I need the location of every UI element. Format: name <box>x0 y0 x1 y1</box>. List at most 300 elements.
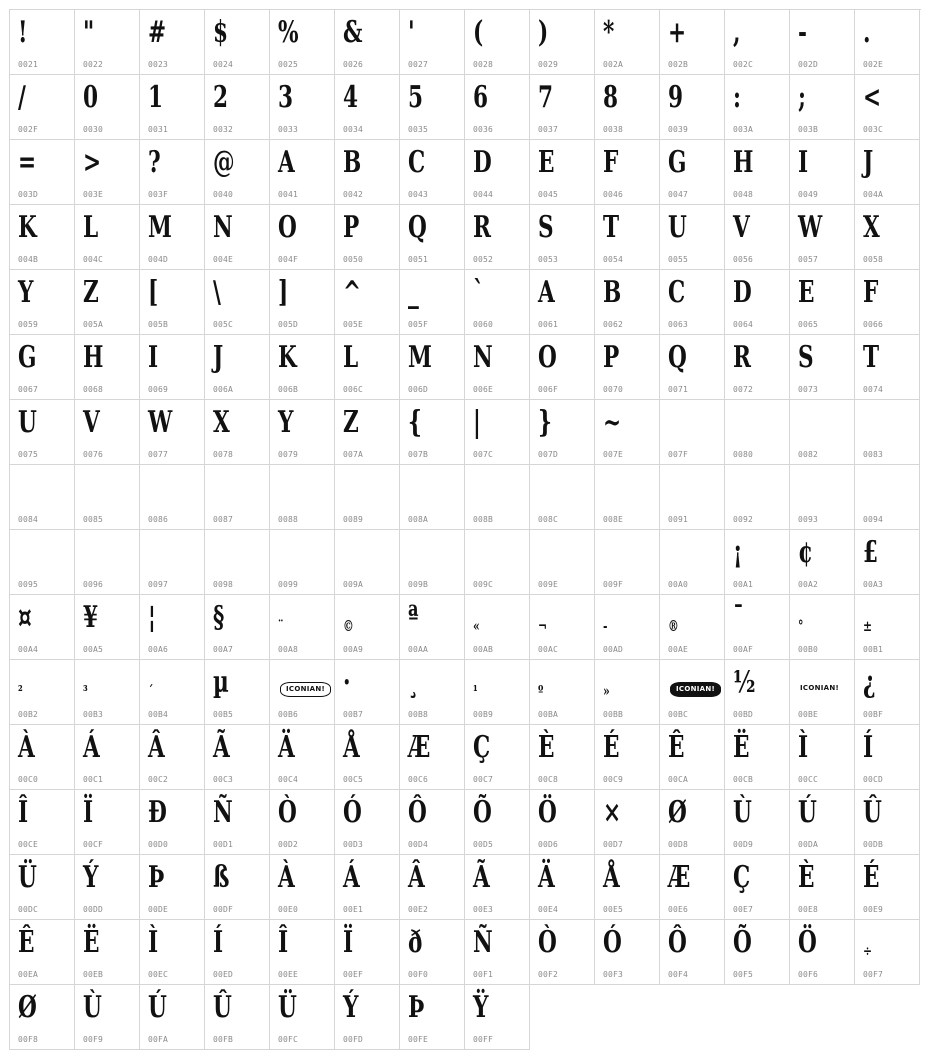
glyph-cell <box>530 725 595 790</box>
glyph-code-label: 0075 <box>18 450 39 459</box>
glyph-cell <box>855 140 920 205</box>
glyph-cell <box>660 530 725 595</box>
glyph-cell <box>10 725 75 790</box>
glyph-cell <box>595 10 660 75</box>
glyph-sample: Ó <box>343 795 362 830</box>
glyph-cell <box>335 205 400 270</box>
glyph-sample: É <box>863 860 880 895</box>
glyph-sample: - <box>603 617 608 635</box>
glyph-sample: ( <box>473 15 484 50</box>
glyph-code-label: 0076 <box>83 450 104 459</box>
glyph-code-label: 0025 <box>278 60 299 69</box>
glyph-code-label: 00AD <box>603 645 624 654</box>
glyph-code-label: 0082 <box>798 450 819 459</box>
glyph-code-label: 00B2 <box>18 710 39 719</box>
glyph-cell <box>400 335 465 400</box>
glyph-sample: Ú <box>148 990 167 1025</box>
glyph-cell <box>660 400 725 465</box>
glyph-cell <box>270 660 335 725</box>
glyph-sample: Î <box>278 925 289 960</box>
glyph-cell <box>855 75 920 140</box>
glyph-code-label: 0059 <box>18 320 39 329</box>
glyph-cell <box>75 465 140 530</box>
glyph-cell <box>205 10 270 75</box>
glyph-cell <box>75 790 140 855</box>
glyph-code-label: 0061 <box>538 320 559 329</box>
glyph-code-label: 002D <box>798 60 819 69</box>
glyph-sample: ² <box>18 682 23 700</box>
glyph-cell <box>595 205 660 270</box>
glyph-cell <box>270 985 335 1050</box>
glyph-code-label: 00BC <box>668 710 689 719</box>
glyph-sample: % <box>278 15 299 50</box>
glyph-code-label: 00FB <box>213 1035 234 1044</box>
glyph-sample: : <box>733 80 741 115</box>
glyph-sample: Ô <box>408 795 427 830</box>
glyph-sample: \ <box>213 275 221 310</box>
glyph-code-label: 007C <box>473 450 494 459</box>
glyph-sample: B <box>603 275 622 310</box>
glyph-cell <box>465 270 530 335</box>
glyph-cell <box>270 465 335 530</box>
glyph-code-label: 005B <box>148 320 169 329</box>
glyph-sample: Y <box>18 275 34 310</box>
glyph-code-label: 00EB <box>83 970 104 979</box>
glyph-sample: K <box>18 210 37 245</box>
glyph-sample: Ü <box>18 860 37 895</box>
glyph-sample: Æ <box>668 860 691 895</box>
glyph-cell <box>10 75 75 140</box>
glyph-cell <box>140 530 205 595</box>
glyph-code-label: 00F9 <box>83 1035 104 1044</box>
glyph-cell <box>270 595 335 660</box>
glyph-sample: § <box>213 600 225 635</box>
glyph-cell <box>10 920 75 985</box>
glyph-sample: E <box>798 275 815 310</box>
glyph-code-label: 0092 <box>733 515 754 524</box>
glyph-sample: P <box>343 210 360 245</box>
glyph-cell <box>205 335 270 400</box>
glyph-cell <box>725 920 790 985</box>
glyph-sample: Q <box>408 210 427 245</box>
glyph-sample: © <box>343 617 354 635</box>
glyph-code-label: 00C4 <box>278 775 299 784</box>
glyph-cell <box>465 595 530 660</box>
glyph-sample: N <box>213 210 233 245</box>
glyph-cell <box>725 530 790 595</box>
glyph-cell <box>335 725 400 790</box>
glyph-code-label: 0093 <box>798 515 819 524</box>
glyph-sample: Ý <box>343 990 359 1025</box>
glyph-cell <box>205 270 270 335</box>
glyph-sample: ÷ <box>863 942 873 960</box>
glyph-sample: È <box>798 860 815 895</box>
glyph-cell <box>790 790 855 855</box>
glyph-cell <box>75 140 140 205</box>
glyph-code-label: 00A1 <box>733 580 754 589</box>
glyph-sample: E <box>538 145 555 180</box>
glyph-cell <box>205 75 270 140</box>
glyph-sample: ¸ <box>408 665 419 700</box>
glyph-cell <box>400 530 465 595</box>
glyph-cell <box>855 855 920 920</box>
glyph-code-label: 0050 <box>343 255 364 264</box>
glyph-sample: X <box>213 405 230 440</box>
glyph-code-label: 0067 <box>18 385 39 394</box>
glyph-sample: Ä <box>278 730 295 765</box>
glyph-code-label: 0031 <box>148 125 169 134</box>
glyph-code-label: 0042 <box>343 190 364 199</box>
glyph-cell <box>660 790 725 855</box>
glyph-sample: R <box>473 210 491 245</box>
glyph-code-label: 0034 <box>343 125 364 134</box>
glyph-sample: º <box>538 682 544 700</box>
glyph-code-label: 00DB <box>863 840 884 849</box>
glyph-sample: ½ <box>733 665 756 700</box>
glyph-sample: ) <box>538 15 549 50</box>
glyph-code-label: 0044 <box>473 190 494 199</box>
glyph-cell <box>725 725 790 790</box>
glyph-sample: ' <box>408 15 415 50</box>
glyph-code-label: 00E0 <box>278 905 299 914</box>
glyph-cell <box>10 400 75 465</box>
glyph-sample: » <box>603 682 610 700</box>
glyph-code-label: 0091 <box>668 515 689 524</box>
glyph-sample: Ó <box>603 925 622 960</box>
glyph-sample: ; <box>798 80 806 115</box>
glyph-code-label: 0038 <box>603 125 624 134</box>
glyph-code-label: 00CC <box>798 775 819 784</box>
glyph-code-label: 00F8 <box>18 1035 39 1044</box>
glyph-cell <box>270 855 335 920</box>
glyph-code-label: 005F <box>408 320 429 329</box>
glyph-cell <box>530 140 595 205</box>
glyph-cell <box>465 985 530 1050</box>
glyph-cell <box>335 335 400 400</box>
glyph-sample: 6 <box>473 80 489 115</box>
glyph-code-label: 007A <box>343 450 364 459</box>
glyph-cell <box>790 920 855 985</box>
glyph-sample: Å <box>343 730 360 765</box>
glyph-cell <box>855 335 920 400</box>
glyph-sample: O <box>538 340 557 375</box>
glyph-sample: Ø <box>668 795 687 830</box>
glyph-code-label: 00F5 <box>733 970 754 979</box>
glyph-sample: È <box>538 730 555 765</box>
glyph-sample: A <box>278 145 295 180</box>
glyph-cell <box>270 75 335 140</box>
glyph-code-label: 0080 <box>733 450 754 459</box>
glyph-cell <box>205 790 270 855</box>
glyph-sample: < <box>863 80 882 115</box>
glyph-sample: Ë <box>83 925 100 960</box>
glyph-code-label: 007D <box>538 450 559 459</box>
glyph-code-label: 0052 <box>473 255 494 264</box>
glyph-code-label: 009B <box>408 580 429 589</box>
glyph-cell <box>400 465 465 530</box>
glyph-code-label: 0057 <box>798 255 819 264</box>
glyph-sample: Î <box>18 795 29 830</box>
glyph-sample: D <box>733 275 752 310</box>
glyph-cell <box>855 530 920 595</box>
glyph-code-label: 00E8 <box>798 905 819 914</box>
glyph-code-label: 00D1 <box>213 840 234 849</box>
glyph-code-label: 00DE <box>148 905 169 914</box>
glyph-code-label: 003B <box>798 125 819 134</box>
glyph-sample: ± <box>863 617 873 635</box>
glyph-code-label: 00D2 <box>278 840 299 849</box>
glyph-sample: À <box>18 730 35 765</box>
glyph-cell <box>75 335 140 400</box>
glyph-code-label: 00B7 <box>343 710 364 719</box>
glyph-cell <box>75 270 140 335</box>
glyph-code-label: 00BB <box>603 710 624 719</box>
glyph-code-label: 00E3 <box>473 905 494 914</box>
glyph-cell <box>660 855 725 920</box>
glyph-cell <box>10 660 75 725</box>
glyph-cell <box>400 205 465 270</box>
glyph-code-label: 00BA <box>538 710 559 719</box>
glyph-sample: Â <box>148 730 165 765</box>
glyph-sample: ¤ <box>18 600 32 635</box>
glyph-cell <box>790 595 855 660</box>
glyph-code-label: 00F6 <box>798 970 819 979</box>
glyph-cell <box>10 595 75 660</box>
glyph-code-label: 00AC <box>538 645 559 654</box>
glyph-cell <box>725 400 790 465</box>
glyph-cell <box>595 465 660 530</box>
glyph-cell <box>465 400 530 465</box>
glyph-sample: Û <box>863 795 882 830</box>
glyph-sample: Å <box>603 860 620 895</box>
glyph-sample: Ö <box>798 925 817 960</box>
glyph-sample: . <box>863 15 871 50</box>
glyph-code-label: 00CA <box>668 775 689 784</box>
glyph-sample: ³ <box>83 682 88 700</box>
glyph-code-label: 00BE <box>798 710 819 719</box>
glyph-code-label: 00ED <box>213 970 234 979</box>
glyph-sample: ¯ <box>733 600 744 635</box>
glyph-sample: Ÿ <box>473 990 489 1025</box>
glyph-cell <box>595 790 660 855</box>
glyph-sample: Ï <box>83 795 94 830</box>
glyph-code-label: 00A9 <box>343 645 364 654</box>
glyph-sample: K <box>278 340 297 375</box>
glyph-code-label: 0026 <box>343 60 364 69</box>
glyph-code-label: 00E2 <box>408 905 429 914</box>
glyph-sample: Ø <box>18 990 37 1025</box>
glyph-cell <box>530 790 595 855</box>
glyph-cell <box>530 10 595 75</box>
glyph-sample: _ <box>408 275 419 310</box>
glyph-cell <box>10 465 75 530</box>
glyph-code-label: 00C8 <box>538 775 559 784</box>
glyph-cell <box>465 790 530 855</box>
glyph-cell <box>140 725 205 790</box>
glyph-sample: ¢ <box>798 535 814 570</box>
glyph-cell <box>270 205 335 270</box>
glyph-code-label: 0023 <box>148 60 169 69</box>
glyph-cell <box>855 790 920 855</box>
glyph-code-label: 00DA <box>798 840 819 849</box>
glyph-code-label: 003D <box>18 190 39 199</box>
glyph-code-label: 005A <box>83 320 104 329</box>
glyph-code-label: 00A5 <box>83 645 104 654</box>
glyph-sample: # <box>148 15 167 50</box>
glyph-cell <box>595 660 660 725</box>
glyph-cell <box>790 660 855 725</box>
glyph-code-label: 0027 <box>408 60 429 69</box>
glyph-cell <box>140 335 205 400</box>
glyph-cell <box>790 725 855 790</box>
glyph-cell <box>140 985 205 1050</box>
glyph-sample: D <box>473 145 492 180</box>
glyph-code-label: 00B6 <box>278 710 299 719</box>
glyph-code-label: 00CF <box>83 840 104 849</box>
glyph-code-label: 003F <box>148 190 169 199</box>
glyph-cell <box>660 465 725 530</box>
glyph-cell <box>270 790 335 855</box>
glyph-cell <box>75 205 140 270</box>
glyph-code-label: 00A4 <box>18 645 39 654</box>
glyph-code-label: 0098 <box>213 580 234 589</box>
glyph-cell <box>595 725 660 790</box>
glyph-cell <box>140 10 205 75</box>
glyph-code-label: 0040 <box>213 190 234 199</box>
glyph-sample: ICONIAN! <box>670 682 721 697</box>
glyph-cell <box>595 335 660 400</box>
glyph-cell <box>595 75 660 140</box>
glyph-sample: H <box>83 340 104 375</box>
glyph-cell <box>205 595 270 660</box>
glyph-cell <box>75 595 140 660</box>
glyph-sample: 5 <box>408 80 424 115</box>
glyph-cell <box>660 920 725 985</box>
glyph-cell <box>465 205 530 270</box>
glyph-sample: T <box>863 340 880 375</box>
glyph-sample: G <box>18 340 37 375</box>
glyph-sample: + <box>668 15 687 50</box>
glyph-code-label: 009E <box>538 580 559 589</box>
glyph-sample: Í <box>863 730 874 765</box>
glyph-cell <box>400 725 465 790</box>
glyph-sample: Ö <box>538 795 557 830</box>
glyph-cell <box>205 205 270 270</box>
glyph-sample: Ù <box>733 795 752 830</box>
glyph-sample: 9 <box>668 80 684 115</box>
glyph-sample: H <box>733 145 754 180</box>
glyph-cell <box>140 790 205 855</box>
glyph-cell <box>140 920 205 985</box>
glyph-code-label: 008C <box>538 515 559 524</box>
glyph-cell <box>790 75 855 140</box>
glyph-sample: L <box>343 340 359 375</box>
glyph-cell <box>75 920 140 985</box>
glyph-sample: F <box>603 145 619 180</box>
glyph-cell <box>205 530 270 595</box>
glyph-sample: Ç <box>473 730 491 765</box>
glyph-cell <box>400 270 465 335</box>
glyph-cell <box>725 75 790 140</box>
glyph-cell <box>855 205 920 270</box>
glyph-code-label: 0022 <box>83 60 104 69</box>
glyph-code-label: 00BD <box>733 710 754 719</box>
glyph-cell <box>75 10 140 75</box>
glyph-code-label: 00EE <box>278 970 299 979</box>
glyph-code-label: 0078 <box>213 450 234 459</box>
glyph-sample: L <box>83 210 99 245</box>
glyph-cell <box>790 140 855 205</box>
glyph-code-label: 00B9 <box>473 710 494 719</box>
glyph-code-label: 00E9 <box>863 905 884 914</box>
glyph-cell <box>530 335 595 400</box>
glyph-code-label: 0021 <box>18 60 39 69</box>
glyph-code-label: 00B3 <box>83 710 104 719</box>
glyph-cell <box>270 530 335 595</box>
glyph-sample: Z <box>343 405 359 440</box>
glyph-code-label: 007E <box>603 450 624 459</box>
glyph-cell <box>75 400 140 465</box>
glyph-cell <box>725 10 790 75</box>
glyph-sample: ð <box>408 925 423 960</box>
glyph-sample: Ã <box>473 860 490 895</box>
glyph-sample: Þ <box>148 860 165 895</box>
glyph-cell <box>465 725 530 790</box>
glyph-cell <box>465 10 530 75</box>
glyph-code-label: 00F7 <box>863 970 884 979</box>
glyph-sample: ¡ <box>733 535 743 570</box>
glyph-code-label: 0033 <box>278 125 299 134</box>
glyph-code-label: 00FE <box>408 1035 429 1044</box>
glyph-sample: 2 <box>213 80 229 115</box>
glyph-sample: 8 <box>603 80 619 115</box>
glyph-code-label: 00C9 <box>603 775 624 784</box>
glyph-code-label: 008B <box>473 515 494 524</box>
glyph-cell <box>205 465 270 530</box>
glyph-code-label: 0073 <box>798 385 819 394</box>
glyph-cell <box>530 400 595 465</box>
glyph-code-label: 002A <box>603 60 624 69</box>
glyph-cell <box>725 660 790 725</box>
glyph-code-label: 00C1 <box>83 775 104 784</box>
glyph-cell <box>10 205 75 270</box>
glyph-cell <box>465 140 530 205</box>
glyph-code-label: 00D8 <box>668 840 689 849</box>
glyph-cell <box>530 75 595 140</box>
glyph-code-label: 0045 <box>538 190 559 199</box>
glyph-sample: } <box>538 405 552 440</box>
glyph-sample: À <box>278 860 295 895</box>
glyph-sample: Ý <box>83 860 99 895</box>
glyph-code-label: 00C7 <box>473 775 494 784</box>
glyph-sample: Ñ <box>473 925 493 960</box>
glyph-sample: J <box>863 145 874 180</box>
glyph-sample: T <box>603 210 620 245</box>
glyph-cell <box>725 465 790 530</box>
glyph-cell <box>855 270 920 335</box>
glyph-cell <box>10 985 75 1050</box>
glyph-sample: × <box>603 795 622 830</box>
glyph-code-label: 00E7 <box>733 905 754 914</box>
glyph-code-label: 0056 <box>733 255 754 264</box>
glyph-cell <box>140 595 205 660</box>
glyph-code-label: 0087 <box>213 515 234 524</box>
glyph-code-label: 0053 <box>538 255 559 264</box>
glyph-sample: * <box>603 15 615 50</box>
glyph-cell <box>205 855 270 920</box>
glyph-sample: U <box>668 210 687 245</box>
glyph-code-label: 007B <box>408 450 429 459</box>
